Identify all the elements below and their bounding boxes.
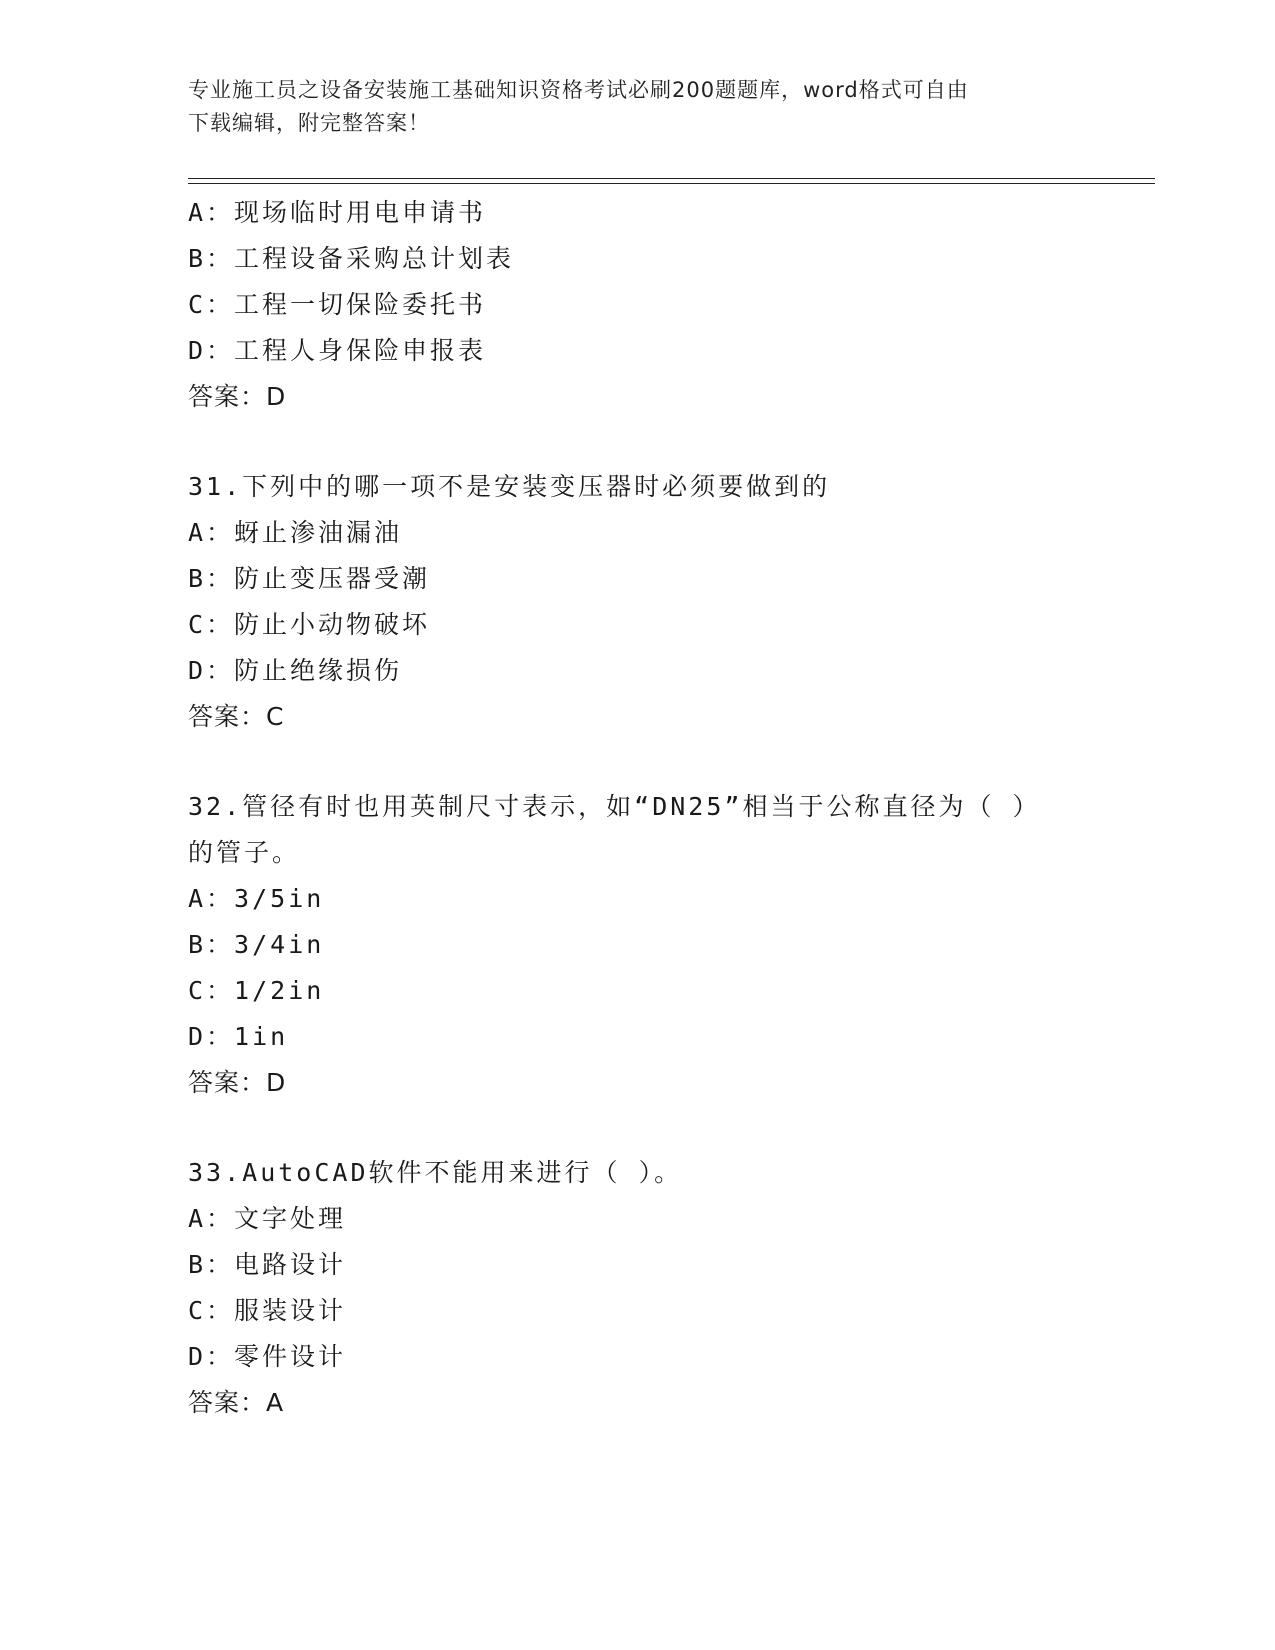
option-b: B：电路设计	[188, 1250, 347, 1279]
answer: 答案：D	[188, 1068, 287, 1097]
answer: 答案：D	[188, 382, 287, 411]
header-line-2: 下载编辑，附完整答案！	[188, 111, 430, 135]
option-c: C：1/2in	[188, 976, 325, 1005]
option-a: A：文字处理	[188, 1204, 347, 1233]
answer: 答案：C	[188, 702, 285, 731]
header-divider-top	[188, 178, 1155, 179]
question-block-prev	[188, 190, 1148, 420]
option-d: D：1in	[188, 1022, 289, 1051]
option-b: B：工程设备采购总计划表	[188, 244, 515, 273]
option-a: A：蚜止渗油漏油	[188, 518, 403, 547]
header-divider-bottom	[188, 183, 1155, 184]
document-header	[188, 74, 1088, 140]
question-text: 31.下列中的哪一项不是安装变压器时必须要做到的	[188, 472, 831, 501]
question-text: 33.AutoCAD软件不能用来进行（ ）。	[188, 1158, 683, 1187]
option-d: D：防止绝缘损伤	[188, 656, 403, 685]
option-c: C：工程一切保险委托书	[188, 290, 487, 319]
question-list	[188, 190, 1148, 1426]
question-block-32	[188, 784, 1148, 1106]
question-text-line-1: 32.管径有时也用英制尺寸表示，如“DN25”相当于公称直径为（ ）	[188, 792, 1041, 821]
option-c: C：服装设计	[188, 1296, 347, 1325]
question-block-33	[188, 1150, 1148, 1426]
option-c: C：防止小动物破坏	[188, 610, 431, 639]
option-b: B：3/4in	[188, 930, 325, 959]
option-d: D：工程人身保险申报表	[188, 336, 487, 365]
answer: 答案：A	[188, 1388, 285, 1417]
question-block-31	[188, 464, 1148, 740]
header-line-1: 专业施工员之设备安装施工基础知识资格考试必刷200题题库，word格式可自由	[188, 78, 969, 102]
option-b: B：防止变压器受潮	[188, 564, 431, 593]
question-text-line-2: 的管子。	[188, 838, 301, 867]
option-d: D：零件设计	[188, 1342, 347, 1371]
option-a: A：3/5in	[188, 884, 325, 913]
option-a: A：现场临时用电申请书	[188, 198, 487, 227]
